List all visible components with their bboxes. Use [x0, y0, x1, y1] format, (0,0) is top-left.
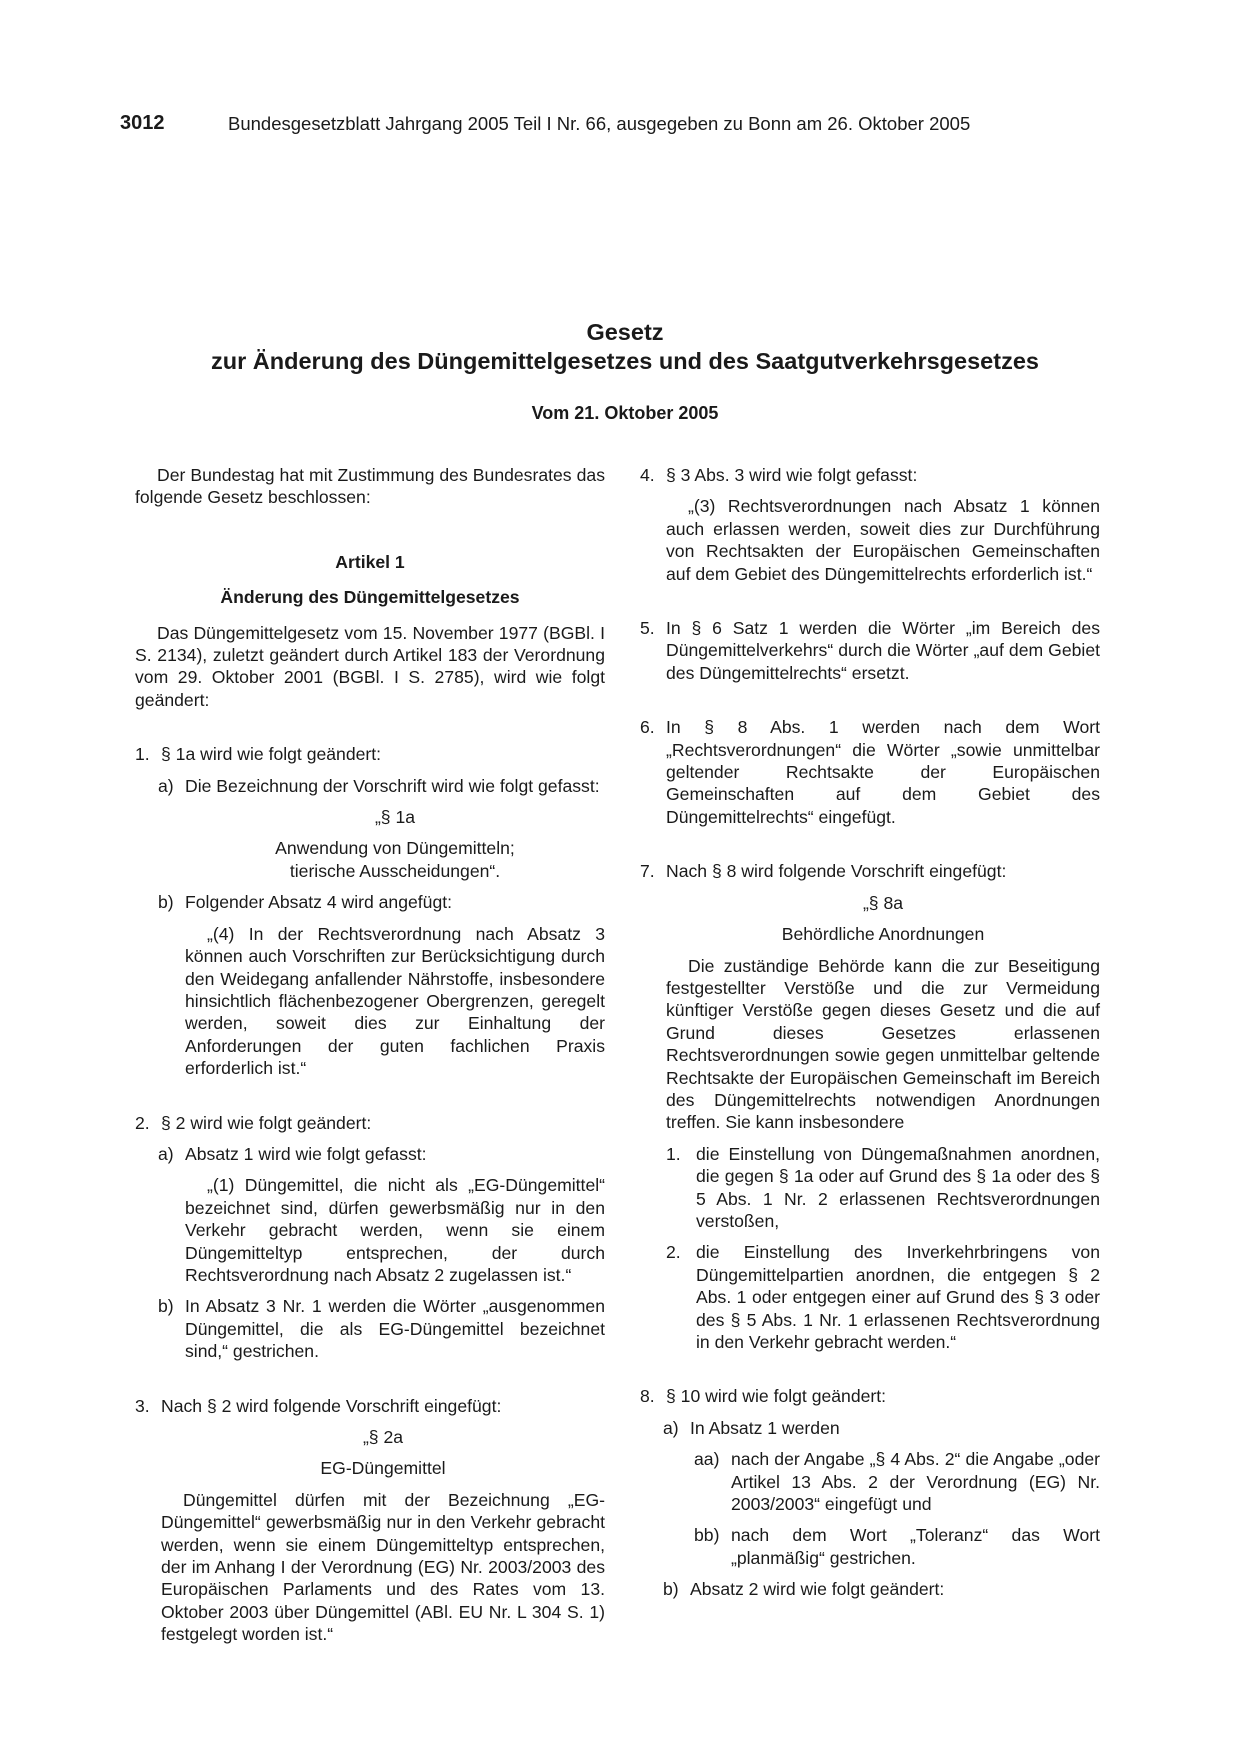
item-text: § 3 Abs. 3 wird wie folgt gefasst:	[666, 465, 918, 485]
item-text: Nach § 2 wird folgende Vorschrift eingefügt:	[161, 1395, 502, 1416]
item-text: In § 8 Abs. 1 werden nach dem Wort „Rechtsverordnungen“ die Wörter „sowie unmittelbar geltender Rechtsakte der Europäischen Gemeinschaften auf dem Gebiet des Düngemittelrechts“ eingefügt.	[666, 717, 1100, 827]
item-text: § 1a wird wie folgt geändert:	[161, 744, 382, 765]
article-heading: Artikel 1	[335, 551, 405, 572]
item-text: § 10 wird wie folgt geändert:	[666, 1386, 887, 1407]
list-item-2	[135, 1112, 605, 1134]
title-line-1: Gesetz	[586, 319, 664, 345]
list-item-1	[135, 743, 605, 765]
sub-item-text: Die Bezeichnung der Vorschrift wird wie folgt gefasst:	[185, 775, 600, 796]
paragraph-heading-line-2: tierische Ausscheidungen“.	[289, 860, 501, 881]
item-text: Nach § 8 wird folgende Vorschrift eingefügt:	[666, 861, 1007, 882]
item-number: 2.	[135, 1112, 150, 1133]
inner-item-text: die Einstellung des Inverkehrbringens von Düngemittelpartien anordnen, die entgegen § 2 Abs. 1 oder entgegen einer auf Grund des § 3 oder des § 5 Abs. 1 Nr. 1 erlassenen Rechtsverordnung in den Verkehr gebracht werden.“	[696, 1242, 1100, 1352]
sub-item-1b	[135, 891, 605, 913]
sub-item-label: b)	[663, 1579, 679, 1600]
list-item-4	[640, 464, 1100, 486]
inner-item-number: 2.	[666, 1242, 681, 1263]
item-number: 6.	[640, 717, 655, 738]
sub-item-label: a)	[663, 1417, 679, 1438]
quoted-amendment: Die zuständige Behörde kann die zur Beseitigung festgestellter Verstöße und die zur Vermeidung künftiger Verstöße gegen dieses Gesetz und die auf Grund dieses Gesetzes erlassenen Rechtsverordnungen sowie gegen unmittelbar geltende Rechtsakte der Europäischen Gemeinschaft im Bereich des Düngemittelrechts notwendigen Anordnungen treffen. Sie kann insbesondere	[666, 955, 1100, 1133]
sub-item-text: In Absatz 3 Nr. 1 werden die Wörter „ausgenommen Düngemittel, die als EG-Düngemittel bezeichnet sind,“ gestrichen.	[185, 1296, 605, 1362]
sub-item-label: a)	[158, 775, 174, 796]
item-text: § 2 wird wie folgt geändert:	[161, 1112, 372, 1133]
item-number: 4.	[640, 465, 655, 485]
quoted-amendment: „(1) Düngemittel, die nicht als „EG-Düngemittel“ bezeichnet sind, dürfen gewerbsmäßig nur in den Verkehr gebracht werden, wenn sie einem Düngemitteltyp entsprechen, der durch Rechtsverordnung nach Absatz 2 zugelassen ist.“	[185, 1175, 605, 1285]
left-column	[135, 464, 605, 1646]
inner-item-text: die Einstellung von Düngemaßnahmen anordnen, die gegen § 1a oder auf Grund des § 1a oder des § 5 Abs. 1 Nr. 2 erlassenen Rechtsverordnungen verstoßen,	[696, 1143, 1100, 1231]
sub-item-text: Folgender Absatz 4 wird angefügt:	[185, 892, 453, 913]
item-number: 5.	[640, 618, 655, 639]
list-item-6	[640, 716, 1100, 828]
sub-item-label: b)	[158, 1296, 174, 1317]
law-title	[120, 318, 1130, 376]
quoted-amendment: Düngemittel dürfen mit der Bezeichnung „EG-Düngemittel“ gewerbsmäßig nur in den Verkehr gebracht werden, wenn sie einem Düngemitteltyp entsprechen, der im Anhang I der Verordnung (EG) Nr. 2003/2003 des Europäischen Parlaments und des Rates vom 13. Oktober 2003 über Düngemittel (ABl. EU Nr. L 304 S. 1) festgelegt worden ist.“	[161, 1489, 605, 1645]
inner-list-item-2	[640, 1241, 1100, 1353]
paragraph-heading: EG-Düngemittel	[320, 1458, 446, 1479]
sub-item-8b	[640, 1578, 1100, 1600]
sub-item-2b	[135, 1295, 605, 1362]
list-item-3	[135, 1395, 605, 1417]
list-item-5	[640, 617, 1100, 684]
item-text: In § 6 Satz 1 werden die Wörter „im Bereich des Düngemittelverkehrs“ durch die Wörter „auf dem Gebiet des Düngemittelrechts“ ersetzt.	[666, 618, 1100, 683]
article-intro: Das Düngemittelgesetz vom 15. November 1977 (BGBl. I S. 2134), zuletzt geändert durch Artikel 183 der Verordnung vom 29. Oktober 2001 (BGBl. I S. 2785), wird wie folgt geändert:	[135, 622, 605, 710]
sub-sub-item-aa	[640, 1448, 1100, 1515]
sub-sub-item-text: nach dem Wort „Toleranz“ das Wort „planmäßig“ gestrichen.	[731, 1525, 1100, 1568]
sub-item-2a	[135, 1143, 605, 1165]
sub-item-label: a)	[158, 1143, 174, 1164]
paragraph-designation: „§ 8a	[862, 892, 904, 913]
running-head: Bundesgesetzblatt Jahrgang 2005 Teil I Nr. 66, ausgegeben zu Bonn am 26. Oktober 2005	[228, 113, 971, 134]
intro-paragraph: Der Bundestag hat mit Zustimmung des Bundesrates das folgende Gesetz beschlossen:	[135, 465, 605, 508]
article-subheading: Änderung des Düngemittelgesetzes	[220, 587, 520, 608]
sub-sub-item-bb	[640, 1524, 1100, 1569]
sub-item-label: b)	[158, 892, 174, 913]
sub-item-1a	[135, 775, 605, 797]
paragraph-designation: „§ 2a	[362, 1427, 404, 1447]
paragraph-designation: „§ 1a	[374, 807, 416, 828]
list-item-8	[640, 1385, 1100, 1407]
right-column	[640, 464, 1100, 1601]
item-number: 7.	[640, 861, 655, 882]
item-number: 1.	[135, 744, 150, 765]
sub-sub-item-text: nach der Angabe „§ 4 Abs. 2“ die Angabe „oder Artikel 13 Abs. 2 der Verordnung (EG) Nr. 2003/2003“ eingefügt und	[731, 1449, 1100, 1515]
page-number: 3012	[120, 112, 165, 134]
inner-list-item-1	[640, 1143, 1100, 1233]
sub-sub-item-label: bb)	[694, 1525, 720, 1546]
title-line-2: zur Änderung des Düngemittelgesetzes und des Saatgutverkehrsgesetzes	[211, 348, 1039, 374]
inner-item-number: 1.	[666, 1143, 681, 1164]
sub-item-8a	[640, 1417, 1100, 1439]
quoted-amendment: „(4) In der Rechtsverordnung nach Absatz 3 können auch Vorschriften zur Berücksichtigung durch den Weidegang anfallender Nährstoffe, insbesondere hinsichtlich flächenbezogener Obergrenzen, geregelt werden, soweit dies zur Einhaltung der Anforderungen der guten fachlichen Praxis erforderlich ist.“	[185, 923, 605, 1079]
sub-item-text: Absatz 2 wird wie folgt geändert:	[690, 1579, 945, 1600]
paragraph-heading: Behördliche Anordnungen	[781, 924, 985, 945]
sub-sub-item-label: aa)	[694, 1449, 720, 1470]
item-number: 8.	[640, 1386, 655, 1407]
sub-item-text: In Absatz 1 werden	[690, 1417, 840, 1438]
sub-item-text: Absatz 1 wird wie folgt gefasst:	[185, 1143, 427, 1164]
paragraph-heading-line-1: Anwendung von Düngemitteln;	[275, 838, 515, 859]
item-number: 3.	[135, 1395, 150, 1416]
list-item-7	[640, 860, 1100, 882]
law-date: Vom 21. Oktober 2005	[531, 403, 719, 423]
quoted-amendment: „(3) Rechtsverordnungen nach Absatz 1 können auch erlassen werden, soweit dies zur Durchführung von Rechtsakten der Europäischen Gemeinschaften auf dem Gebiet des Düngemittelrechts erforderlich ist.“	[666, 496, 1100, 584]
